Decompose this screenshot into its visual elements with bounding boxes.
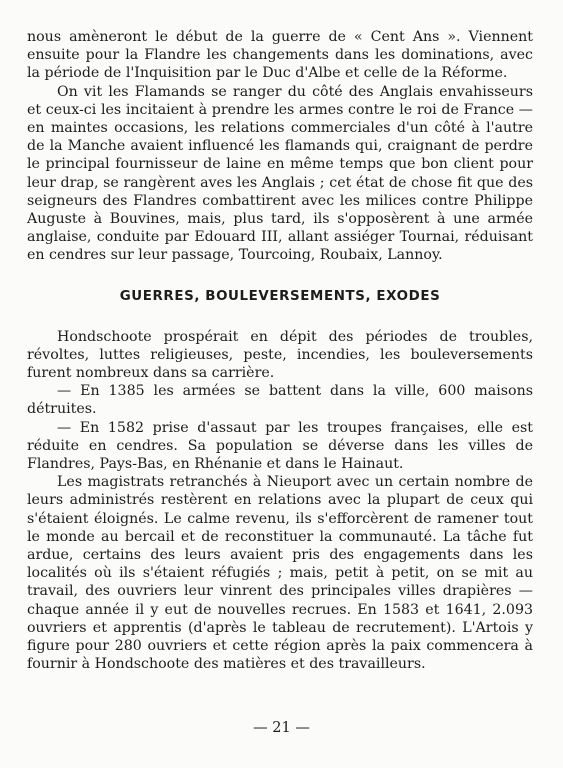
paragraph-hondschoote-prosperity: Hondschoote prospérait en dépit des périodes de troubles, révoltes, luttes religieuses, peste, incendies, les bouleversements furent nombreux dans sa carrière. (27, 328, 533, 382)
paragraph-intro-continuation: nous amèneront le début de la guerre de « Cent Ans ». Viennent ensuite pour la Flandre les changements dans les dominations, avec la période de l'Inquisition par le Duc d'Albe et celle de la Réforme. (27, 29, 533, 82)
paragraph-flemish-alliance: On vit les Flamands se ranger du côté des Anglais envahisseurs et ceux-ci les incitaient à prendre les armes contre le roi de France — en maintes occasions, les relations commerciales d'un côté à l'autre de la Manche avaient influencé les flamands qui, craignant de perdre le principal fournisseur de laine en même temps que bon client pour leur drap, se rangèrent aves les Anglais ; cet état de chose fit que des seigneurs des Flandres combattirent avec les milices contre Philippe Auguste à Bouvines, mais, plus tard, ils s'opposèrent à une armée anglaise, conduite par Edouard III, allant assiéger Tournai, réduisant en cendres sur leur passage, Tourcoing, Roubaix, Lannoy. (27, 83, 533, 264)
page-number: — 21 — (253, 720, 310, 736)
paragraph-magistrates-nieuport: Les magistrats retranchés à Nieuport avec un certain nombre de leurs administrés restèrent en relations avec la plupart de ceux qui s'étaient éloignés. Le calme revenu, ils s'efforcèrent de ramener tout le monde au bercail et de reconstituer la communauté. La tâche fut ardue, certains des leurs avaient pris des engagements dans les localités où ils s'étaient réfugiés ; mais, petit à petit, on se mit au travail, des ouvriers leur vinrent des principales villes drapières — chaque année il y eut de nouvelles recrues. En 1583 et 1641, 2.093 ouvriers et apprentis (d'après le tableau de recrutement). L'Artois y figure pour 280 ouvriers et cette région après la paix commencera à fournir à Hondschoote des matières et des travailleurs. (27, 474, 533, 673)
section-heading: GUERRES, BOULEVERSEMENTS, EXODES (119, 288, 441, 304)
paragraph-1582-event: — En 1582 prise d'assaut par les troupes françaises, elle est réduite en cendres. Sa population se déverse dans les villes de Flandres, Pays-Bas, en Rhénanie et dans le Hainaut. (27, 419, 533, 473)
paragraph-1385-event: — En 1385 les armées se battent dans la ville, 600 maisons détruites. (27, 383, 533, 418)
